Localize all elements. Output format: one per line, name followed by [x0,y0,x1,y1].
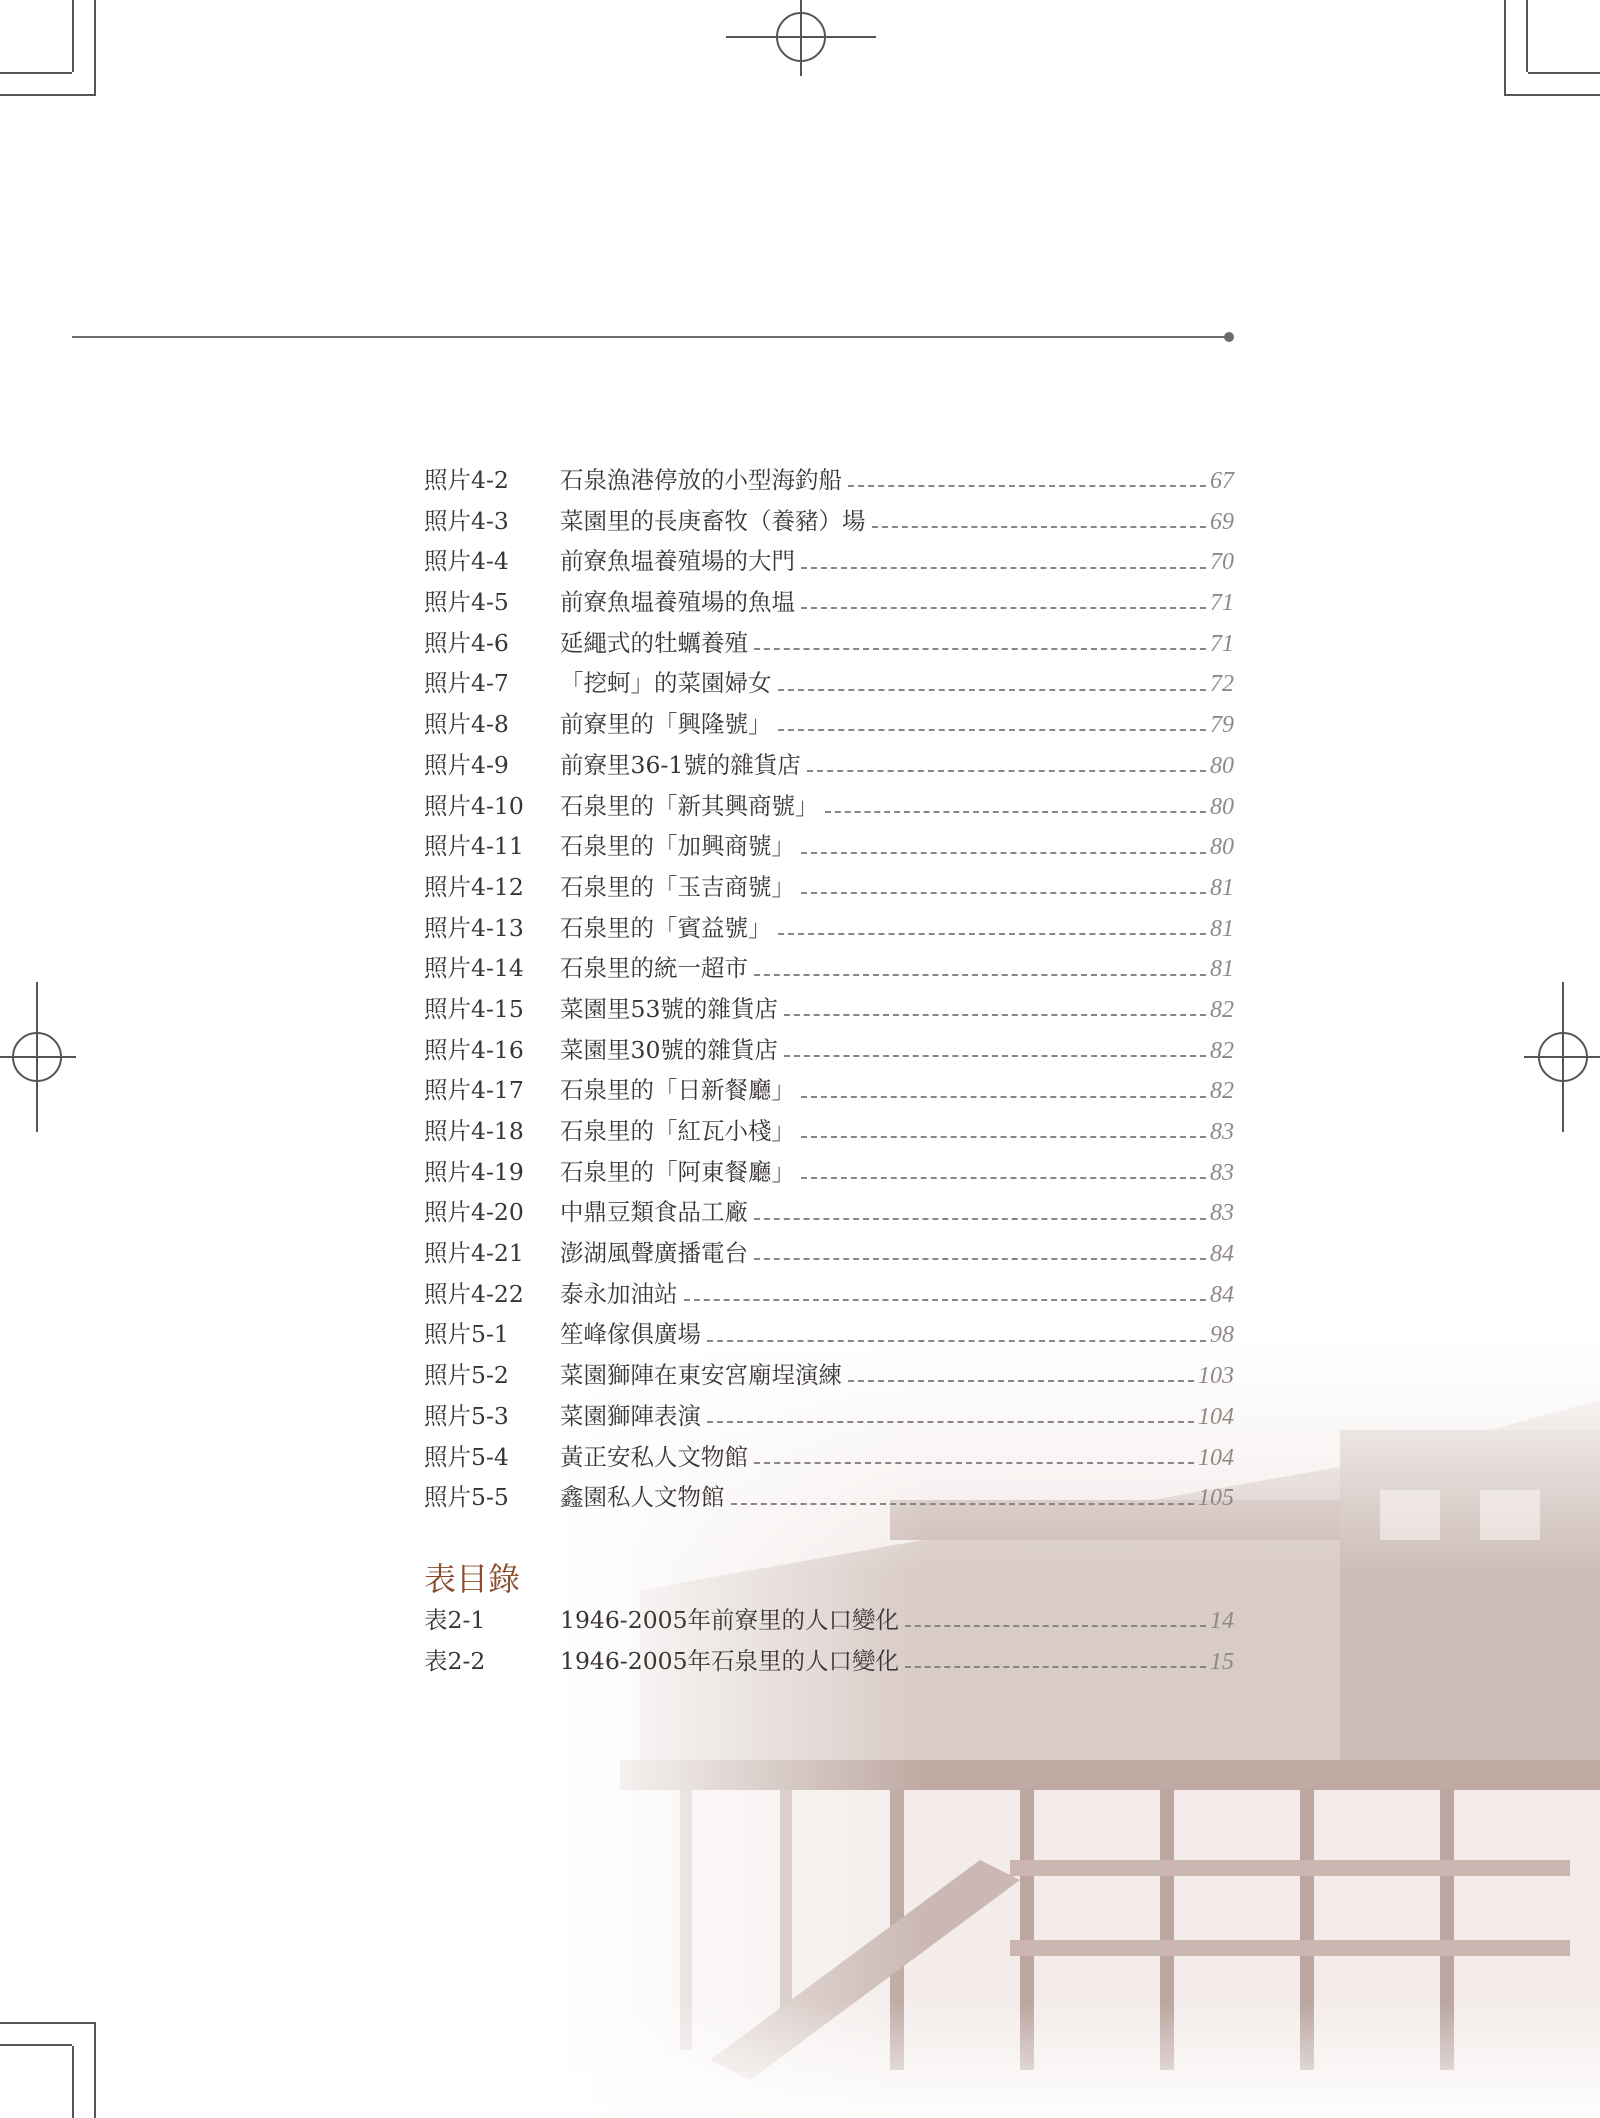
crop-mark-top-right-v2 [1526,0,1528,72]
entry-page-number: 67 [1210,468,1234,494]
dot-leader [707,1421,1194,1423]
entry-title: 菜園獅陣表演 [560,1401,701,1430]
entry-label: 照片4-6 [424,628,509,657]
entry-page-number: 81 [1210,956,1234,983]
entry-label: 照片5-2 [424,1361,509,1390]
dot-leader [801,1096,1206,1098]
entry-label: 照片4-3 [424,506,509,535]
entry-label: 表2-2 [424,1646,486,1675]
crop-mark-bottom-left-h2 [0,2044,72,2046]
toc-entry[interactable] [424,1070,1234,1111]
entry-title: 石泉里的「阿東餐廳」 [560,1157,795,1186]
entry-page-number: 83 [1210,1159,1234,1186]
toc-entry[interactable] [424,1477,1234,1518]
dot-leader [778,933,1207,935]
toc-entry[interactable] [424,908,1234,949]
header-rule [72,336,1228,338]
dot-leader [784,1014,1206,1016]
toc-entry[interactable] [424,1437,1234,1478]
entry-page-number: 81 [1210,915,1234,942]
entry-page-number: 80 [1210,752,1234,779]
entry-page-number: 82 [1210,1078,1234,1105]
entry-page-number: 103 [1198,1363,1234,1390]
toc-entry[interactable] [424,1274,1234,1315]
toc-entry[interactable] [424,867,1234,908]
entry-label: 照片4-4 [424,547,509,576]
crop-mark-top-right-v [1504,0,1506,96]
crop-mark-top-right-h2 [1528,72,1600,74]
entry-label: 照片4-17 [424,1076,524,1105]
dot-leader [848,485,1206,487]
entry-title: 黃正安私人文物館 [560,1442,748,1471]
entry-label: 照片4-14 [424,954,524,983]
entry-title: 延繩式的牡蠣養殖 [560,628,748,657]
dot-leader [872,526,1207,528]
entry-page-number: 82 [1210,1037,1234,1064]
entry-title: 石泉里的「加興商號」 [560,832,795,861]
toc-entry[interactable] [424,1233,1234,1274]
entry-label: 照片4-15 [424,994,524,1023]
toc-entry[interactable] [424,1355,1234,1396]
entry-label: 照片5-4 [424,1442,509,1471]
toc-entry[interactable] [424,786,1234,827]
toc-entry[interactable] [424,1111,1234,1152]
dot-leader [778,729,1207,731]
entry-page-number: 80 [1210,834,1234,861]
crop-mark-top-left-v [94,0,96,96]
entry-page-number: 84 [1210,1241,1234,1268]
entry-title: 菜園里53號的雜貨店 [560,994,778,1023]
crop-mark-bottom-left-v2 [72,2046,74,2118]
toc-entry[interactable] [424,582,1234,623]
toc-entry[interactable] [424,989,1234,1030]
entry-page-number: 80 [1210,793,1234,820]
dot-leader [801,567,1206,569]
toc-entry[interactable] [424,745,1234,786]
dot-leader [801,892,1206,894]
dot-leader [754,974,1206,976]
entry-label: 照片4-11 [424,832,524,861]
entry-label: 照片4-19 [424,1157,524,1186]
entry-page-number: 83 [1210,1119,1234,1145]
entry-title: 石泉里的「賓益號」 [560,913,772,942]
dot-leader [778,689,1207,691]
entry-label: 照片4-16 [424,1035,524,1064]
entry-page-number: 81 [1210,874,1234,901]
toc-entry[interactable] [424,1641,1234,1682]
entry-page-number: 15 [1210,1648,1234,1675]
entry-title: 1946-2005年前寮里的人口變化 [560,1606,900,1634]
entry-title: 前寮里36-1號的雜貨店 [560,750,801,779]
entry-page-number: 98 [1210,1322,1234,1349]
entry-label: 照片4-20 [424,1198,524,1227]
entry-label: 照片4-5 [424,588,509,617]
entry-title: 中鼎豆類食品工廠 [560,1198,748,1227]
entry-title: 石泉漁港停放的小型海釣船 [560,466,842,494]
entry-title: 前寮魚塭養殖場的大門 [560,547,795,576]
registration-mark-top [726,0,876,76]
entry-label: 表2-1 [424,1606,486,1634]
dot-leader [754,1258,1206,1260]
entry-label: 照片4-12 [424,872,524,901]
entry-label: 照片4-7 [424,669,509,698]
toc-entry[interactable] [424,623,1234,664]
dot-leader [825,811,1207,813]
entry-page-number: 82 [1210,996,1234,1023]
toc-entry[interactable] [424,1152,1234,1193]
section-heading-tables: 表目錄 [424,1560,521,1598]
entry-title: 菜園里30號的雜貨店 [560,1035,778,1064]
entry-label: 照片5-1 [424,1320,509,1349]
toc-entry[interactable] [424,541,1234,582]
dot-leader [905,1625,1206,1627]
toc-entry[interactable] [424,1396,1234,1437]
entry-title: 「挖蚵」的菜園婦女 [560,669,772,698]
toc-entry[interactable] [424,1030,1234,1071]
dot-leader [807,770,1206,772]
dot-leader [707,1340,1206,1342]
entry-label: 照片4-10 [424,791,524,820]
table-list [424,1600,1234,1681]
dot-leader [801,1136,1206,1138]
entry-page-number: 71 [1210,630,1234,657]
toc-entry[interactable] [424,1314,1234,1355]
entry-page-number: 71 [1210,590,1234,617]
dot-leader [801,852,1206,854]
dot-leader [801,607,1206,609]
entry-label: 照片4-8 [424,710,509,739]
entry-label: 照片5-3 [424,1401,509,1430]
crop-mark-top-left-h [0,94,96,96]
entry-title: 泰永加油站 [560,1279,678,1308]
dot-leader [684,1299,1207,1301]
entry-title: 前寮里的「興隆號」 [560,710,772,739]
crop-mark-bottom-left-h [0,2022,96,2024]
entry-page-number: 14 [1210,1608,1234,1634]
entry-title: 菜園獅陣在東安宮廟埕演練 [560,1361,842,1390]
entry-title: 石泉里的「玉吉商號」 [560,872,795,901]
entry-label: 照片4-2 [424,466,509,494]
entry-label: 照片4-21 [424,1239,524,1268]
entry-page-number: 104 [1198,1444,1234,1471]
entry-page-number: 105 [1198,1485,1234,1512]
toc-entry[interactable] [424,1192,1234,1233]
crop-mark-top-left-v2 [72,0,74,72]
toc-entry[interactable] [424,948,1234,989]
toc-entry[interactable] [424,826,1234,867]
entry-page-number: 69 [1210,508,1234,535]
entry-page-number: 79 [1210,712,1234,739]
dot-leader [905,1666,1206,1668]
entry-title: 石泉里的「新其興商號」 [560,791,819,820]
photo-list [424,460,1234,1518]
entry-page-number: 70 [1210,549,1234,576]
crop-mark-top-left-h2 [0,72,72,74]
entry-title: 前寮魚塭養殖場的魚塭 [560,588,795,617]
registration-mark-right [1524,982,1600,1132]
entry-page-number: 83 [1210,1200,1234,1227]
dot-leader [731,1503,1195,1505]
entry-label: 照片4-13 [424,913,524,942]
entry-page-number: 104 [1198,1403,1234,1430]
entry-title: 石泉里的「日新餐廳」 [560,1076,795,1105]
toc-entry[interactable] [424,1600,1234,1641]
header-rule-dot [1224,332,1234,342]
crop-mark-bottom-left-v [94,2022,96,2118]
toc-entry[interactable] [424,663,1234,704]
crop-mark-top-right-h [1504,94,1600,96]
registration-mark-left [0,982,76,1132]
dot-leader [784,1055,1206,1057]
entry-label: 照片5-5 [424,1483,509,1512]
entry-page-number: 72 [1210,671,1234,698]
entry-title: 澎湖風聲廣播電台 [560,1239,748,1268]
entry-title: 菜園里的長庚畜牧（養豬）場 [560,506,866,535]
dot-leader [848,1380,1194,1382]
entry-title: 石泉里的統一超市 [560,954,748,983]
entry-label: 照片4-18 [424,1117,524,1145]
entry-title: 石泉里的「紅瓦小棧」 [560,1117,795,1145]
toc-entry[interactable] [424,704,1234,745]
entry-page-number: 84 [1210,1281,1234,1308]
entry-title: 笙峰傢俱廣場 [560,1320,701,1349]
dot-leader [754,648,1206,650]
entry-title: 鑫園私人文物館 [560,1483,725,1512]
entry-label: 照片4-9 [424,750,509,779]
toc-entry[interactable] [424,501,1234,542]
entry-title: 1946-2005年石泉里的人口變化 [560,1646,900,1675]
entry-label: 照片4-22 [424,1279,524,1308]
dot-leader [801,1177,1206,1179]
dot-leader [754,1218,1206,1220]
toc-entry[interactable] [424,460,1234,501]
dot-leader [754,1462,1194,1464]
